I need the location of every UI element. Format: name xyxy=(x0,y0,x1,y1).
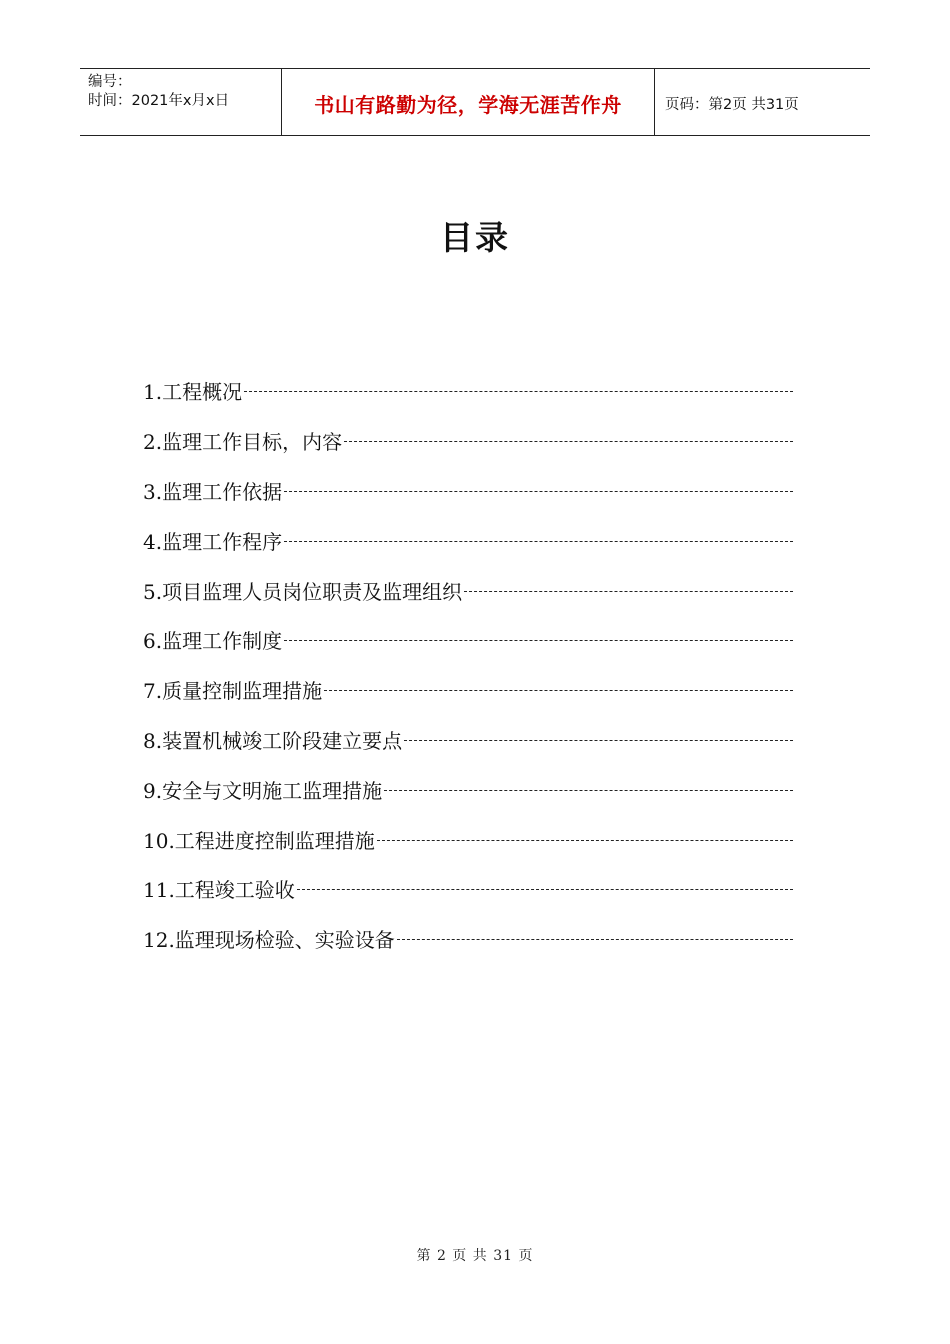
toc-dot-leader xyxy=(324,690,793,691)
toc-dot-leader xyxy=(377,840,793,841)
toc-entry-label: 11.工程竣工验收 xyxy=(143,878,295,903)
toc-entry-label: 12.监理现场检验、实验设备 xyxy=(143,928,395,953)
toc-entry[interactable] xyxy=(143,615,793,665)
toc-dot-leader xyxy=(464,591,793,592)
page-footer: 第 2 页 共 31 页 xyxy=(416,1248,534,1264)
toc-entry[interactable] xyxy=(143,515,793,565)
header-page-info: 页码：第2页 共31页 xyxy=(665,96,799,113)
toc-dot-leader xyxy=(384,790,793,791)
table-of-contents xyxy=(143,366,793,964)
toc-entry[interactable] xyxy=(143,864,793,914)
toc-entry-label: 3.监理工作依据 xyxy=(143,479,283,504)
header-motto: 书山有路勤为径，学海无涯苦作舟 xyxy=(282,69,655,135)
toc-entry[interactable] xyxy=(143,416,793,466)
toc-entry-label: 1.工程概况 xyxy=(143,380,243,405)
document-time-label: 时间：2021年x月x日 xyxy=(88,93,230,109)
toc-dot-leader xyxy=(297,889,793,890)
toc-entry-label: 7.质量控制监理措施 xyxy=(143,679,323,704)
toc-dot-leader xyxy=(344,441,793,442)
toc-dot-leader xyxy=(404,740,793,741)
toc-entry-label: 9.安全与文明施工监理措施 xyxy=(143,778,383,803)
toc-entry[interactable] xyxy=(143,814,793,864)
toc-entry[interactable] xyxy=(143,715,793,765)
toc-dot-leader xyxy=(397,939,793,940)
toc-entry-label: 5.项目监理人员岗位职责及监理组织 xyxy=(143,579,463,604)
toc-entry[interactable] xyxy=(143,665,793,715)
toc-entry[interactable] xyxy=(143,764,793,814)
header-meta-cell xyxy=(80,69,282,135)
toc-dot-leader xyxy=(284,491,793,492)
toc-entry-label: 10.工程进度控制监理措施 xyxy=(143,828,375,853)
toc-entry-label: 6.监理工作制度 xyxy=(143,629,283,654)
document-header xyxy=(80,68,870,136)
toc-entry-label: 4.监理工作程序 xyxy=(143,529,283,554)
document-number-label: 编号： xyxy=(88,74,132,90)
toc-dot-leader xyxy=(244,391,793,392)
toc-dot-leader xyxy=(284,640,793,641)
toc-entry[interactable] xyxy=(143,914,793,964)
toc-entry[interactable] xyxy=(143,565,793,615)
toc-dot-leader xyxy=(284,541,793,542)
toc-entry[interactable] xyxy=(143,366,793,416)
toc-entry-label: 8.装置机械竣工阶段建立要点 xyxy=(143,728,403,753)
toc-entry-label: 2.监理工作目标，内容 xyxy=(143,430,343,455)
page-title: 目录 xyxy=(440,218,510,257)
toc-entry[interactable] xyxy=(143,466,793,516)
